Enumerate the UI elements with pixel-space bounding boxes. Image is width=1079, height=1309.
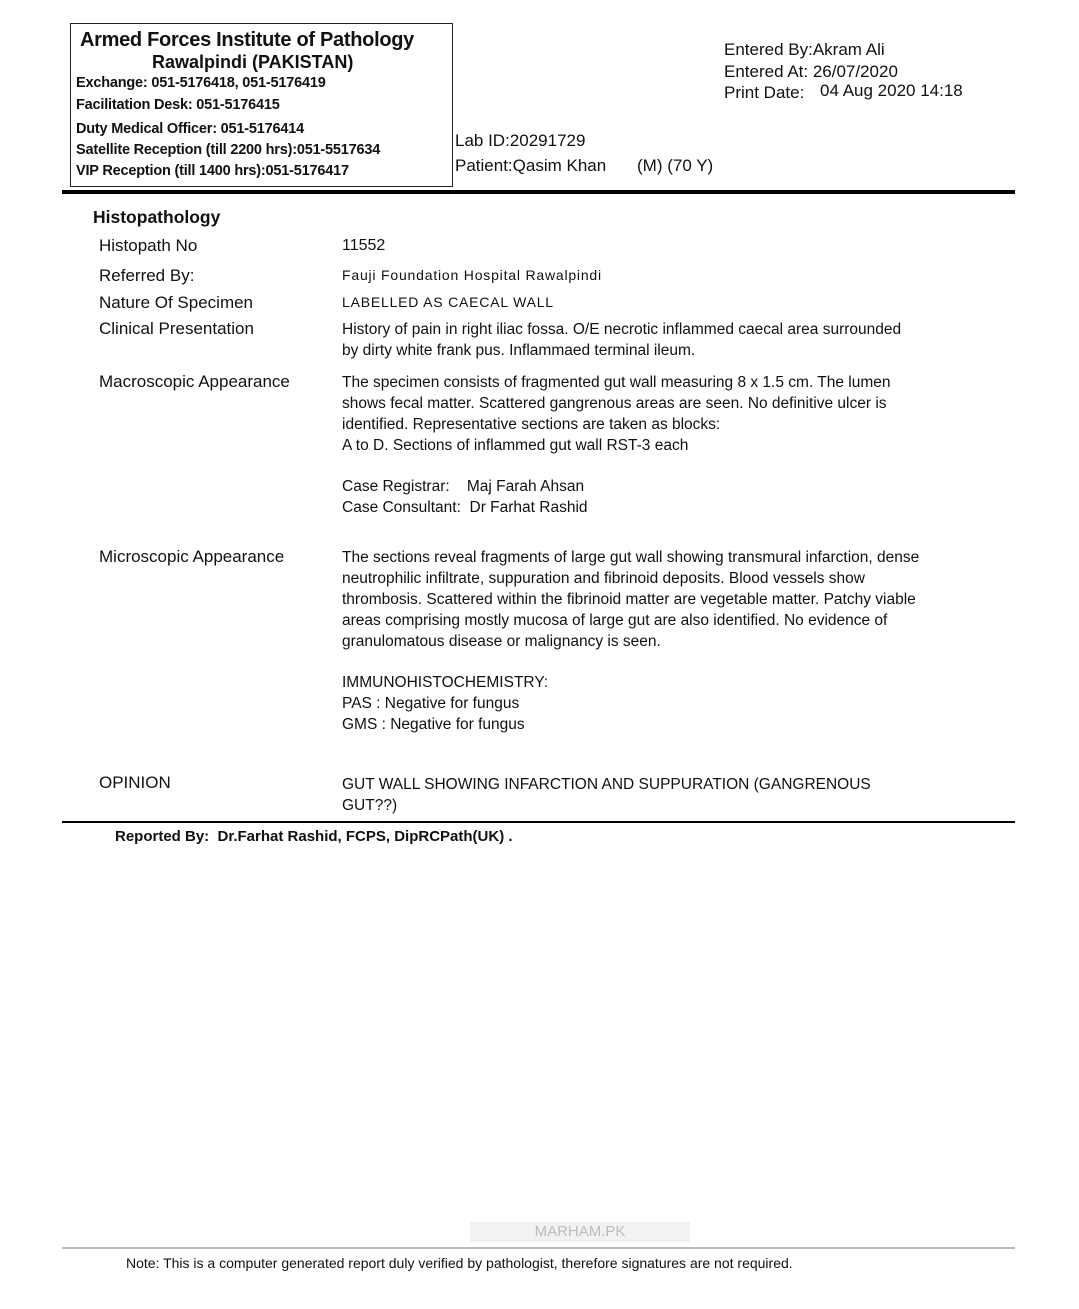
text-line: A to D. Sections of inflammed gut wall RST-3 each — [342, 437, 689, 454]
macro-label: Macroscopic Appearance — [99, 372, 290, 391]
section-title: Histopathology — [93, 207, 221, 227]
specimen-label: Nature Of Specimen — [99, 293, 254, 312]
clinical-text — [342, 319, 992, 361]
specimen: LABELLED AS CAECAL WALL — [342, 294, 554, 310]
macro-text — [342, 372, 992, 456]
text-line: areas comprising mostly mucosa of large gut are also identified. No evidence of — [342, 612, 888, 629]
case-consultant: Case Consultant: Dr Farhat Rashid — [342, 499, 588, 516]
text-line: GUT??) — [342, 797, 398, 814]
entered-by: Entered By:Akram Ali — [724, 40, 885, 59]
opinion-label: OPINION — [99, 773, 171, 792]
clinical-label: Clinical Presentation — [99, 319, 254, 338]
text-line: neutrophilic infiltrate, suppuration and fibrinoid deposits. Blood vessels show — [342, 570, 865, 587]
entered-at: Entered At: 26/07/2020 — [724, 62, 898, 81]
ihc-text — [342, 672, 992, 735]
referred-by-label: Referred By: — [99, 266, 195, 285]
report-divider — [62, 821, 1015, 823]
text-line: granulomatous disease or malignancy is seen. — [342, 633, 661, 650]
text-line: The specimen consists of fragmented gut wall measuring 8 x 1.5 cm. The lumen — [342, 374, 891, 391]
referred-by: Fauji Foundation Hospital Rawalpindi — [342, 267, 602, 283]
institute-city: Rawalpindi (PAKISTAN) — [152, 52, 354, 72]
print-date-label: Print Date: — [724, 83, 805, 102]
patient-info: (M) (70 Y) — [637, 156, 714, 175]
footer-divider — [62, 1247, 1015, 1249]
text-line: PAS : Negative for fungus — [342, 695, 520, 712]
histopath-no: 11552 — [342, 237, 386, 254]
contact-vip: VIP Reception (till 1400 hrs):051-5176417 — [76, 163, 349, 179]
contact-facilitation: Facilitation Desk: 051-5176415 — [76, 97, 280, 113]
footer-note: Note: This is a computer generated report duly verified by pathologist, therefore signatures are not required. — [126, 1255, 793, 1271]
patient-name: Patient:Qasim Khan — [455, 156, 607, 175]
histopath-no-label: Histopath No — [99, 236, 198, 255]
text-line: History of pain in right iliac fossa. O/E necrotic inflammed caecal area surrounded — [342, 321, 902, 338]
micro-label: Microscopic Appearance — [99, 547, 285, 566]
contact-duty-officer: Duty Medical Officer: 051-5176414 — [76, 121, 304, 137]
institute-name: Armed Forces Institute of Pathology — [80, 29, 414, 51]
text-line: GMS : Negative for fungus — [342, 716, 525, 733]
opinion-text — [342, 774, 992, 816]
watermark: MARHAM.PK — [470, 1222, 690, 1242]
reported-by: Reported By: Dr.Farhat Rashid, FCPS, DipRCPath(UK) . — [115, 828, 513, 845]
text-line: IMMUNOHISTOCHEMISTRY: — [342, 674, 549, 691]
contact-satellite: Satellite Reception (till 2200 hrs):051-5517634 — [76, 142, 381, 158]
text-line: shows fecal matter. Scattered gangrenous areas are seen. No definitive ulcer is — [342, 395, 887, 412]
text-line: GUT WALL SHOWING INFARCTION AND SUPPURATION (GANGRENOUS — [342, 776, 871, 793]
text-line: identified. Representative sections are taken as blocks: — [342, 416, 721, 433]
case-registrar: Case Registrar: Maj Farah Ahsan — [342, 478, 585, 495]
text-line: by dirty white frank pus. Inflammaed terminal ileum. — [342, 342, 696, 359]
text-line: thrombosis. Scattered within the fibrinoid matter are vegetable matter. Patchy viable — [342, 591, 916, 608]
print-date: 04 Aug 2020 14:18 — [820, 81, 963, 100]
contact-exchange: Exchange: 051-5176418, 051-5176419 — [76, 75, 326, 91]
micro-text — [342, 547, 992, 652]
header-divider — [62, 190, 1015, 194]
lab-id: Lab ID:20291729 — [455, 131, 586, 150]
text-line: The sections reveal fragments of large gut wall showing transmural infarction, dense — [342, 549, 920, 566]
